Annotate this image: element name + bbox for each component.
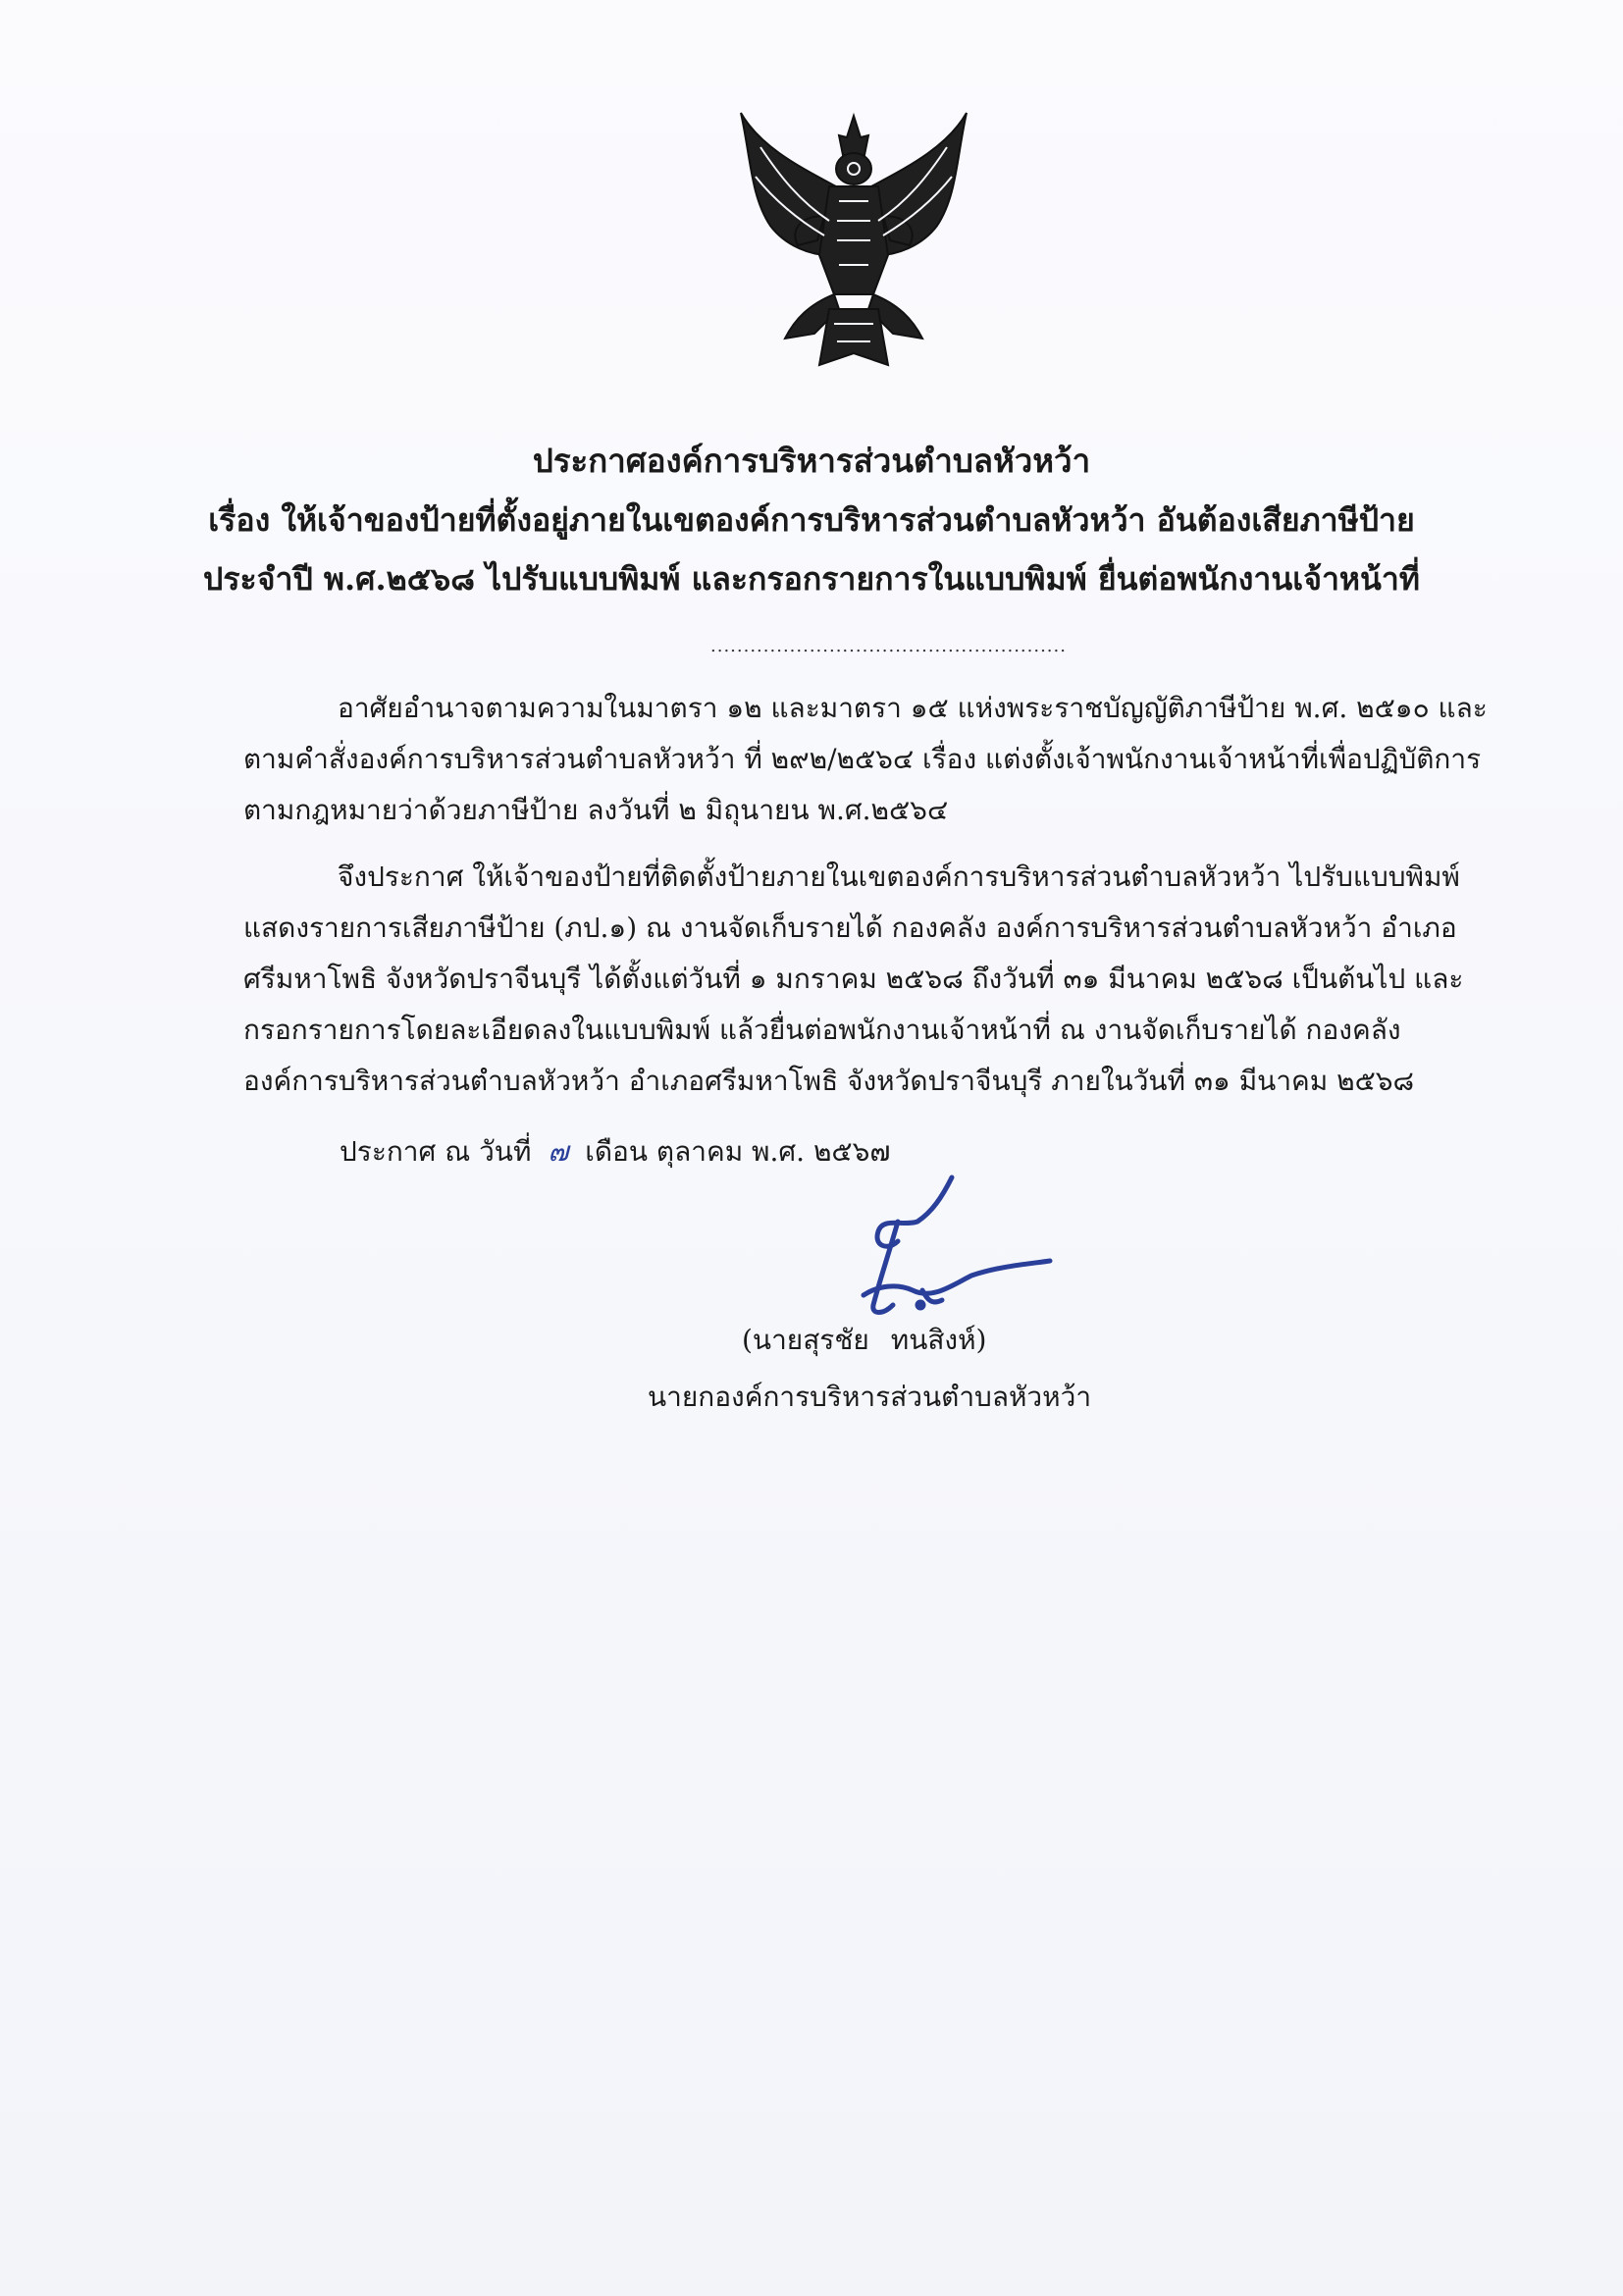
- handwritten-signature-icon: [805, 1168, 1060, 1334]
- paragraph-announcement: [243, 852, 1470, 1107]
- paragraph-line: กรอกรายการโดยละเอียดลงในแบบพิมพ์ แล้วยื่นต่อพนักงานเจ้าหน้าที่ ณ งานจัดเก็บรายได้ กองคลัง: [243, 1014, 1401, 1046]
- signer-name-last: ทนสิงห์): [890, 1324, 987, 1356]
- title-block: [147, 432, 1476, 608]
- subject-line-2: ประจำปี พ.ศ.๒๕๖๘ ไปรับแบบพิมพ์ และกรอกรายการในแบบพิมพ์ ยื่นต่อพนักงานเจ้าหน้าที่: [203, 560, 1420, 598]
- announcement-prefix: ประกาศ ณ วันที่: [340, 1135, 532, 1168]
- paragraph-line: องค์การบริหารส่วนตำบลหัวหว้า อำเภอศรีมหาโพธิ จังหวัดปราจีนบุรี ภายในวันที่ ๓๑ มีนาคม ๒๕๖๘: [243, 1065, 1415, 1097]
- paragraph-line: ศรีมหาโพธิ จังหวัดปราจีนบุรี ได้ตั้งแต่วันที่ ๑ มกราคม ๒๕๖๘ ถึงวันที่ ๓๑ มีนาคม ๒๕๖๘ เป็นต้นไป และ: [243, 963, 1464, 995]
- paragraph-authority: [243, 683, 1488, 836]
- subject-line-1: เรื่อง ให้เจ้าของป้ายที่ตั้งอยู่ภายในเขตองค์การบริหารส่วนตำบลหัวหว้า อันต้องเสียภาษีป้าย: [208, 501, 1415, 539]
- announcement-day: ๗: [548, 1135, 569, 1168]
- document-title: ประกาศองค์การบริหารส่วนตำบลหัวหว้า: [532, 442, 1091, 480]
- paragraph-line: ตามกฎหมายว่าด้วยภาษีป้าย ลงวันที่ ๒ มิถุนายน พ.ศ.๒๕๖๔: [243, 794, 949, 826]
- paragraph-line: แสดงรายการเสียภาษีป้าย (ภป.๑) ณ งานจัดเก็บรายได้ กองคลัง องค์การบริหารส่วนตำบลหัวหว้า อำเภอ: [243, 912, 1457, 944]
- garuda-emblem-icon: [731, 108, 976, 373]
- paragraph-line: ตามคำสั่งองค์การบริหารส่วนตำบลหัวหว้า ที่ ๒๙๒/๒๕๖๔ เรื่อง แต่งตั้งเจ้าพนักงานเจ้าหน้าที่เพื่อปฏิบัติการ: [243, 743, 1482, 775]
- signer-position: นายกองค์การบริหารส่วนตำบลหัวหว้า: [648, 1381, 1092, 1413]
- paragraph-line: จึงประกาศ ให้เจ้าของป้ายที่ติดตั้งป้ายภายในเขตองค์การบริหารส่วนตำบลหัวหว้า ไปรับแบบพิมพ์: [338, 861, 1460, 893]
- announcement-suffix: เดือน ตุลาคม พ.ศ. ๒๕๖๗: [585, 1135, 891, 1168]
- signer-name: [742, 1315, 986, 1366]
- signer-name-first: (นายสุรชัย: [742, 1324, 869, 1356]
- dotted-divider: ......................................................: [710, 636, 1067, 656]
- paragraph-line: อาศัยอำนาจตามความในมาตรา ๑๒ และมาตรา ๑๕ แห่งพระราชบัญญัติภาษีป้าย พ.ศ. ๒๕๑๐ และ: [338, 692, 1488, 724]
